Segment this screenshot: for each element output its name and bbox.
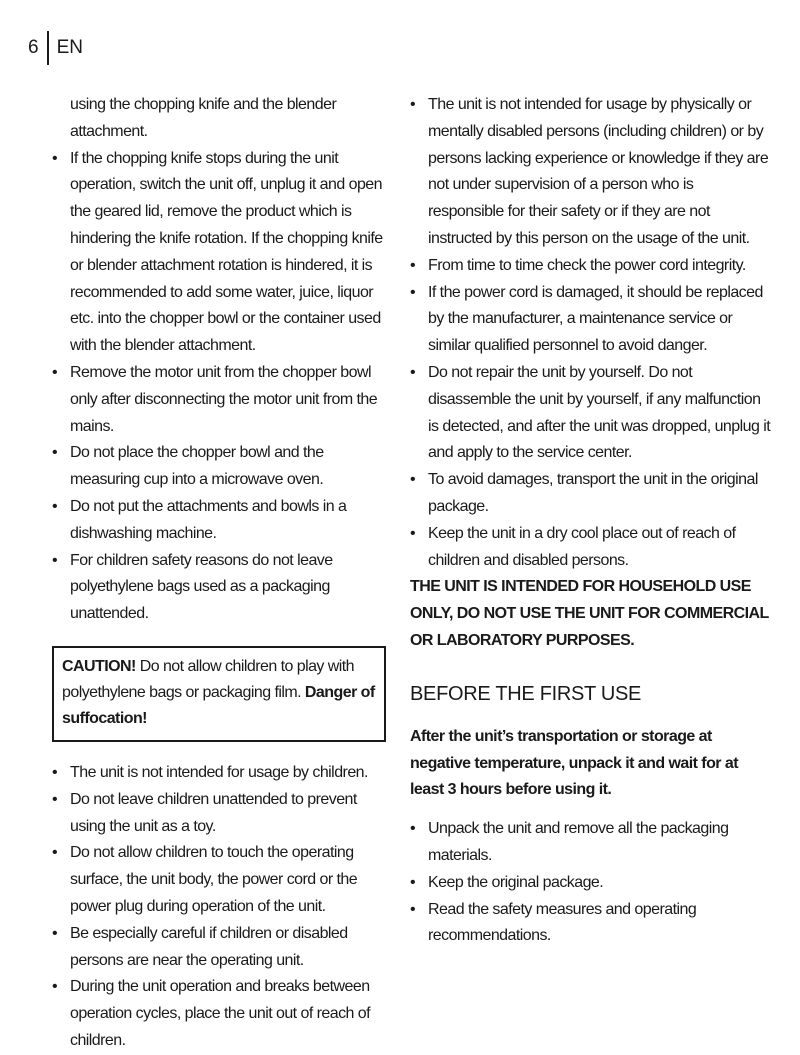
left-column (52, 92, 392, 1055)
list-item-text: To avoid damages, transport the unit in the original package. (428, 471, 758, 515)
list-item (410, 92, 772, 253)
list-item-text: The unit is not intended for usage by children. (70, 763, 368, 781)
list-item (52, 974, 392, 1054)
bullet-icon: • (52, 149, 58, 167)
list-item-text: Do not put the attachments and bowls in a dishwashing machine. (70, 497, 347, 542)
list-item-text: Be especially careful if children or disabled persons are near the operating unit. (70, 924, 348, 969)
list-item-text: From time to time check the power cord integrity. (428, 256, 746, 274)
list-item-text: Do not allow children to touch the operating surface, the unit body, the power cord or the power plug during operation of the unit. (70, 844, 358, 915)
list-item (52, 440, 392, 494)
first-use-lead: After the unit’s transportation or storage at negative temperature, unpack it and wait for at least 3 hours before using it. (410, 727, 739, 799)
list-item-text: Read the safety measures and operating recommendations. (428, 900, 697, 945)
list-item (410, 253, 772, 280)
caution-box (52, 646, 386, 742)
bullet-icon: • (52, 551, 58, 569)
list-item (52, 146, 392, 360)
list-item (52, 840, 392, 920)
bullet-icon: • (52, 763, 58, 781)
list-item-text: If the power cord is damaged, it should be replaced by the manufacturer, a maintenance service or similar qualified personnel to avoid danger. (428, 283, 763, 355)
bullet-icon: • (52, 844, 58, 862)
bullet-icon: • (410, 524, 416, 542)
bullet-icon: • (410, 820, 416, 838)
list-item-text: Remove the motor unit from the chopper bowl only after disconnecting the motor unit from the mains. (70, 363, 378, 435)
list-item-text: Do not repair the unit by yourself. Do not disassemble the unit by yourself, if any malfunction is detected, and after the unit was dropped, unplug it and apply to the service center. (428, 363, 771, 462)
safety-list-right (410, 92, 772, 574)
list-item (410, 870, 772, 897)
bullet-icon: • (410, 471, 416, 489)
list-item (410, 467, 772, 521)
continuation-text: using the chopping knife and the blender attachment. (70, 96, 337, 140)
list-item (410, 897, 772, 951)
caution-label: CAUTION! (62, 657, 136, 675)
list-item (410, 280, 772, 360)
page-number: 6 (28, 37, 39, 58)
list-item-text: For children safety reasons do not leave polyethylene bags used as a packaging unattended. (70, 551, 333, 623)
bullet-icon: • (52, 924, 58, 942)
bullet-icon: • (410, 900, 416, 918)
list-item-text: Do not leave children unattended to prevent using the unit as a toy. (70, 790, 357, 835)
list-item (410, 521, 772, 575)
bullet-icon: • (52, 497, 58, 515)
safety-list-top (52, 146, 392, 628)
list-item-text: During the unit operation and breaks between operation cycles, place the unit out of reach of children. (70, 978, 371, 1049)
language-code: EN (56, 37, 83, 58)
list-item-text: If the chopping knife stops during the unit operation, switch the unit off, unplug it and open the geared lid, remove the product which is hindering the knife rotation. If the chopping knife or blender attachment rotation is hindered, it is recommended to add some water, juice, liquor etc. into the chopper bowl or the container used with the blender attachment. (70, 149, 383, 355)
list-item (52, 787, 392, 841)
section-title: BEFORE THE FIRST USE (410, 682, 642, 705)
bullet-icon: • (52, 363, 58, 381)
bullet-icon: • (410, 283, 416, 301)
household-use-notice: THE UNIT IS INTENDED FOR HOUSEHOLD USE ONLY, DO NOT USE THE UNIT FOR COMMERCIAL OR LABORATORY PURPOSES. (410, 578, 769, 649)
caution-emphasis: Danger of suffocation! (62, 683, 375, 727)
list-item-text: Do not place the chopper bowl and the measuring cup into a microwave oven. (70, 444, 324, 489)
list-item (52, 360, 392, 440)
first-use-list (410, 816, 772, 950)
caution-body: Do not allow children to play with polyethylene bags or packaging film. (62, 657, 355, 701)
page-header (28, 30, 83, 66)
list-item-text: The unit is not intended for usage by physically or mentally disabled persons (including children) or by persons lacking experience or knowledge if they are not under supervision of a person who is responsible for their safety or if they are not instructed by this person on the usage of the unit. (428, 96, 769, 247)
bullet-icon: • (410, 363, 416, 381)
bullet-icon: • (52, 978, 58, 996)
bullet-icon: • (410, 256, 416, 274)
safety-list-bottom (52, 760, 392, 1055)
list-item (52, 494, 392, 548)
list-item-text: Keep the unit in a dry cool place out of reach of children and disabled persons. (428, 524, 736, 569)
list-item (52, 921, 392, 975)
list-item-text: Keep the original package. (428, 873, 604, 891)
list-item (410, 360, 772, 467)
right-column (410, 92, 772, 950)
list-item (52, 760, 392, 787)
bullet-icon: • (410, 96, 416, 113)
list-item (410, 816, 772, 870)
bullet-icon: • (410, 873, 416, 891)
bullet-icon: • (52, 790, 58, 808)
caution-text (62, 654, 376, 732)
list-item-text: Unpack the unit and remove all the packaging materials. (428, 820, 729, 864)
bullet-icon: • (52, 444, 58, 462)
list-item (52, 548, 392, 628)
